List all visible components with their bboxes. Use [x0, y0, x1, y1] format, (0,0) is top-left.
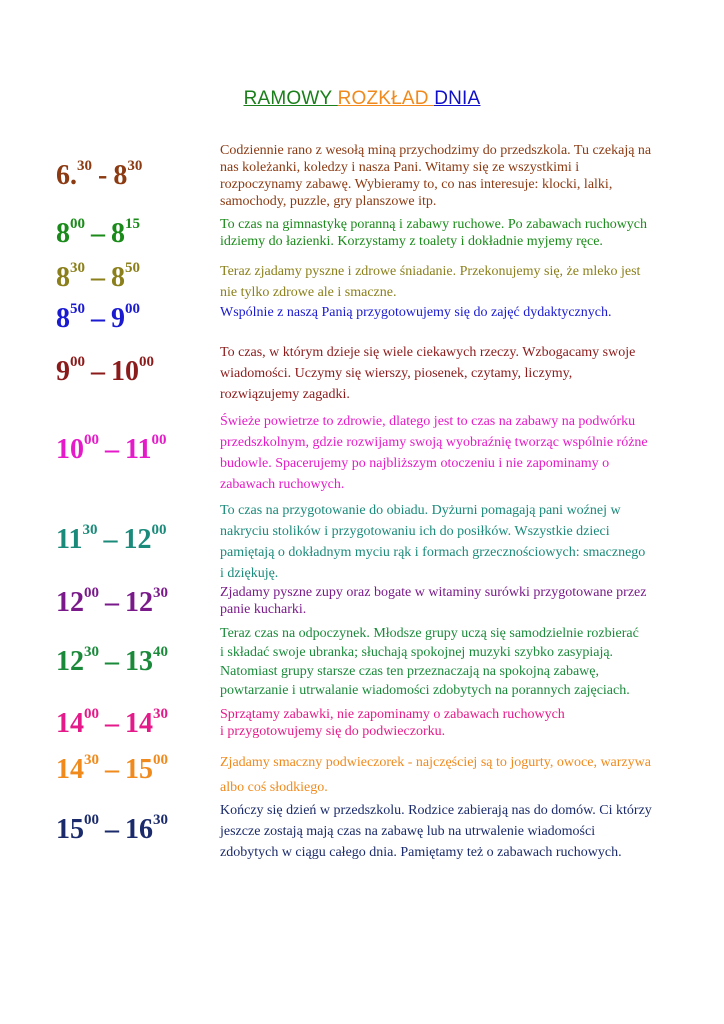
- activity-description: Teraz czas na odpoczynek. Młodsze grupy uczą się samodzielnie rozbierać i składać swoje ubranka; słuchają spokojnej muzyki szybko zasypiają. Natomiast grupy starsze czas ten przeznaczają na spokojną zabawę, powtarzanie i utrwalanie wiadomości zdobytych na porannych zajęciach.: [220, 626, 639, 698]
- schedule-row: [0, 340, 724, 404]
- activity-description: Zjadamy smaczny podwieczorek - najczęściej są to jogurty, owoce, warzywa albo coś słodkiego.: [220, 755, 651, 795]
- schedule-row: [0, 408, 724, 492]
- schedule-row: [0, 584, 724, 622]
- schedule-row: [0, 746, 724, 794]
- schedule-row: [0, 800, 724, 860]
- schedule-row: [0, 704, 724, 744]
- schedule-row: [0, 142, 724, 210]
- time-range: 10 $^{00}$ – 11 $^{00}$: [56, 431, 167, 465]
- activity-description: Codziennie rano z wesołą miną przychodzimy do przedszkola. Tu czekają na nas koleżanki, koledzy i nasza Pani. Witamy się ze wszystkimi i rozpoczynamy zabawę. Wybieramy to, co nas interesuje: klocki, lalki, samochody, puzzle, gry planszowe itp.: [220, 143, 652, 209]
- activity-description: Świeże powietrze to zdrowie, dlatego jest to czas na zabawy na podwórku przedszkolnym, gdzie rozwijamy swoją wyobraźnię tworząc wspólnie różne budowle. Spacerujemy po najbliższym otoczeniu i nie zapominamy o zabawach ruchowych.: [220, 414, 648, 492]
- time-range: 9 $^{00}$ – 10 $^{00}$: [56, 353, 154, 387]
- schedule-row: [0, 300, 724, 338]
- schedule-row: [0, 500, 724, 580]
- time-range: 8 $^{50}$ – 9 $^{00}$: [56, 300, 140, 334]
- time-range: 11 $^{30}$ – 12 $^{00}$: [56, 521, 167, 555]
- title-part-ramowy: RAMOWY: [243, 88, 338, 109]
- time-range: 6. $^{30}$ - 8 $^{30}$: [56, 157, 143, 191]
- activity-description: Wspólnie z naszą Panią przygotowujemy się do zajęć dydaktycznych.: [220, 305, 612, 320]
- schedule-row: [0, 214, 724, 254]
- activity-description: Sprzątamy zabawki, nie zapominamy o zabawach ruchowych i przygotowujemy się do podwieczorku.: [220, 707, 565, 739]
- time-range: 14 $^{00}$ – 14 $^{30}$: [56, 705, 168, 739]
- schedule-row: [0, 258, 724, 298]
- time-range: 12 $^{30}$ – 13 $^{40}$: [56, 643, 168, 677]
- title-part-rozklad: ROZKŁAD: [337, 88, 435, 109]
- activity-description: Teraz zjadamy pyszne i zdrowe śniadanie. Przekonujemy się, że mleko jest nie tylko zdrowe ale i smaczne.: [220, 264, 641, 300]
- time-range: 8 $^{00}$ – 8 $^{15}$: [56, 215, 140, 249]
- activity-description: To czas, w którym dzieje się wiele ciekawych rzeczy. Wzbogacamy swoje wiadomości. Uczymy się wierszy, piosenek, czytamy, liczymy, rozwiązujemy zagadki.: [220, 345, 636, 402]
- schedule-row: [0, 624, 724, 700]
- time-range: 12 $^{00}$ – 12 $^{30}$: [56, 584, 168, 618]
- activity-description: Kończy się dzień w przedszkolu. Rodzice zabierają nas do domów. Ci którzy jeszcze zostają mają czas na zabawę lub na utrwalenie wiadomości zdobytych w ciągu całego dnia. Pamiętamy też o zabawach ruchowych.: [220, 803, 652, 860]
- activity-description: To czas na gimnastykę poranną i zabawy ruchowe. Po zabawach ruchowych idziemy do łazienki. Korzystamy z toalety i dokładnie myjemy ręce.: [220, 217, 648, 249]
- title-part-dnia: DNIA: [434, 88, 481, 109]
- time-range: 15 $^{00}$ – 16 $^{30}$: [56, 811, 168, 845]
- page-title: [0, 88, 724, 110]
- time-range: 14 $^{30}$ – 15 $^{00}$: [56, 751, 168, 785]
- activity-description: Zjadamy pyszne zupy oraz bogate w witaminy surówki przygotowane przez panie kucharki.: [220, 585, 647, 617]
- activity-description: To czas na przygotowanie do obiadu. Dyżurni pomagają pani woźnej w nakryciu stolików i przygotowaniu ich do posiłków. Wszystkie dzieci pamiętają o dokładnym myciu rąk i formach grzecznościowych: smacznego i dziękuję.: [220, 503, 646, 581]
- time-range: 8 $^{30}$ – 8 $^{50}$: [56, 259, 140, 293]
